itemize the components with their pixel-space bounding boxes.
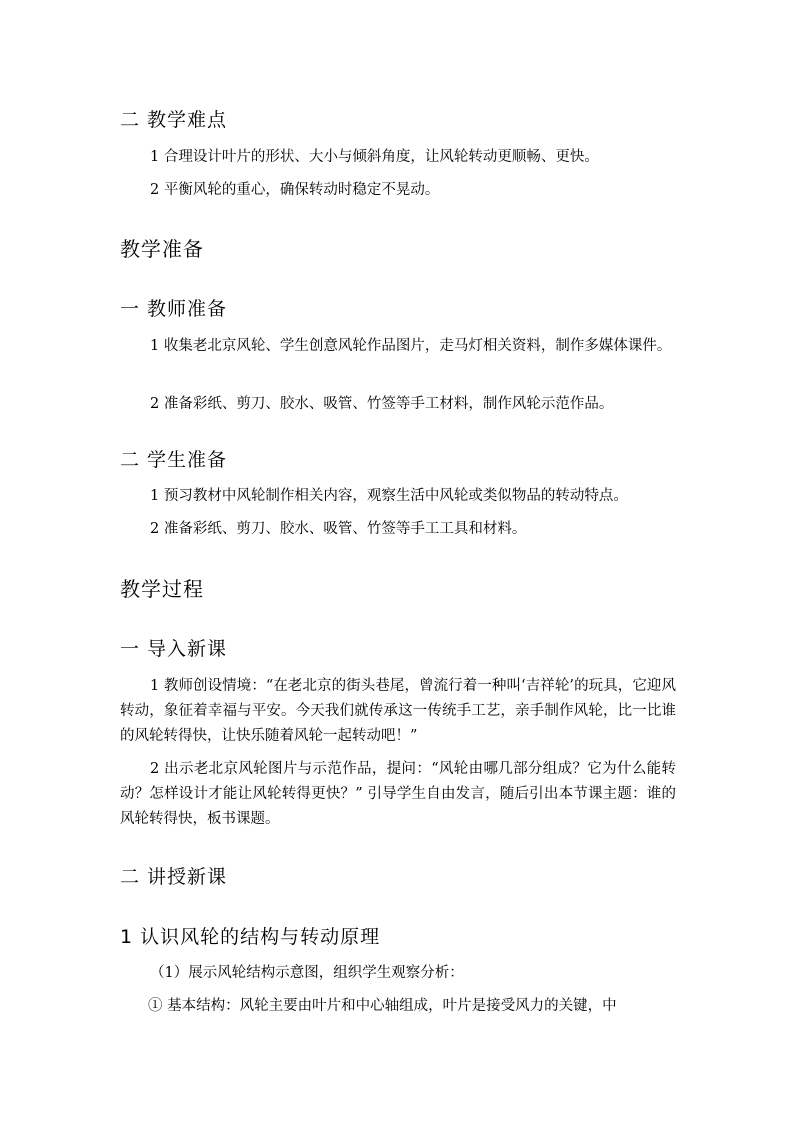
heading-teaching-process: 教学过程 [120,577,204,601]
heading-new-lesson: 二 讲授新课 [120,866,228,888]
heading-teaching-difficulties: 二 教学难点 [120,109,228,131]
paragraph: （1）展示风轮结构示意图，组织学生观察分析： [150,965,464,981]
heading-introduction: 一 导入新课 [120,638,228,660]
heading-student-preparation: 二 学生准备 [120,449,228,471]
paragraph: 1 合理设计叶片的形状、大小与倾斜角度，让风轮转动更顺畅、更快。 [150,149,599,165]
paragraph: 1 预习教材中风轮制作相关内容，观察生活中风轮或类似物品的转动特点。 [150,488,628,504]
paragraph: 2 平衡风轮的重心，确保转动时稳定不晃动。 [150,182,440,198]
paragraph: 2 出示老北京风轮图片与示范作品，提问：“风轮由哪几部分组成？它为什么能转动？怎样设计才能让风轮转得更快？” 引导学生自由发言，随后引出本节课主题：谁的风轮转得快，板书课题。 [120,761,676,827]
paragraph: 1 教师创设情境：“在老北京的街头巷尾，曾流行着一种叫‘吉祥轮’的玩具，它迎风转动，象征着幸福与平安。今天我们就传承这一传统手工艺，亲手制作风轮，比一比谁的风轮转得快，让快乐随着风轮一起转动吧！” [120,678,676,744]
paragraph: 2 准备彩纸、剪刀、胶水、吸管、竹签等手工工具和材料。 [150,521,527,537]
paragraph: 2 准备彩纸、剪刀、胶水、吸管、竹签等手工材料，制作风轮示范作品。 [150,396,614,412]
heading-teaching-preparation: 教学准备 [120,237,204,261]
heading-structure-principle: 1 认识风轮的结构与转动原理 [120,926,381,948]
paragraph: ① 基本结构：风轮主要由叶片和中心轴组成，叶片是接受风力的关键，中 [148,998,617,1014]
heading-teacher-preparation: 一 教师准备 [120,298,228,320]
paragraph: 1 收集老北京风轮、学生创意风轮作品图片，走马灯相关资料，制作多媒体课件。 [150,338,672,354]
